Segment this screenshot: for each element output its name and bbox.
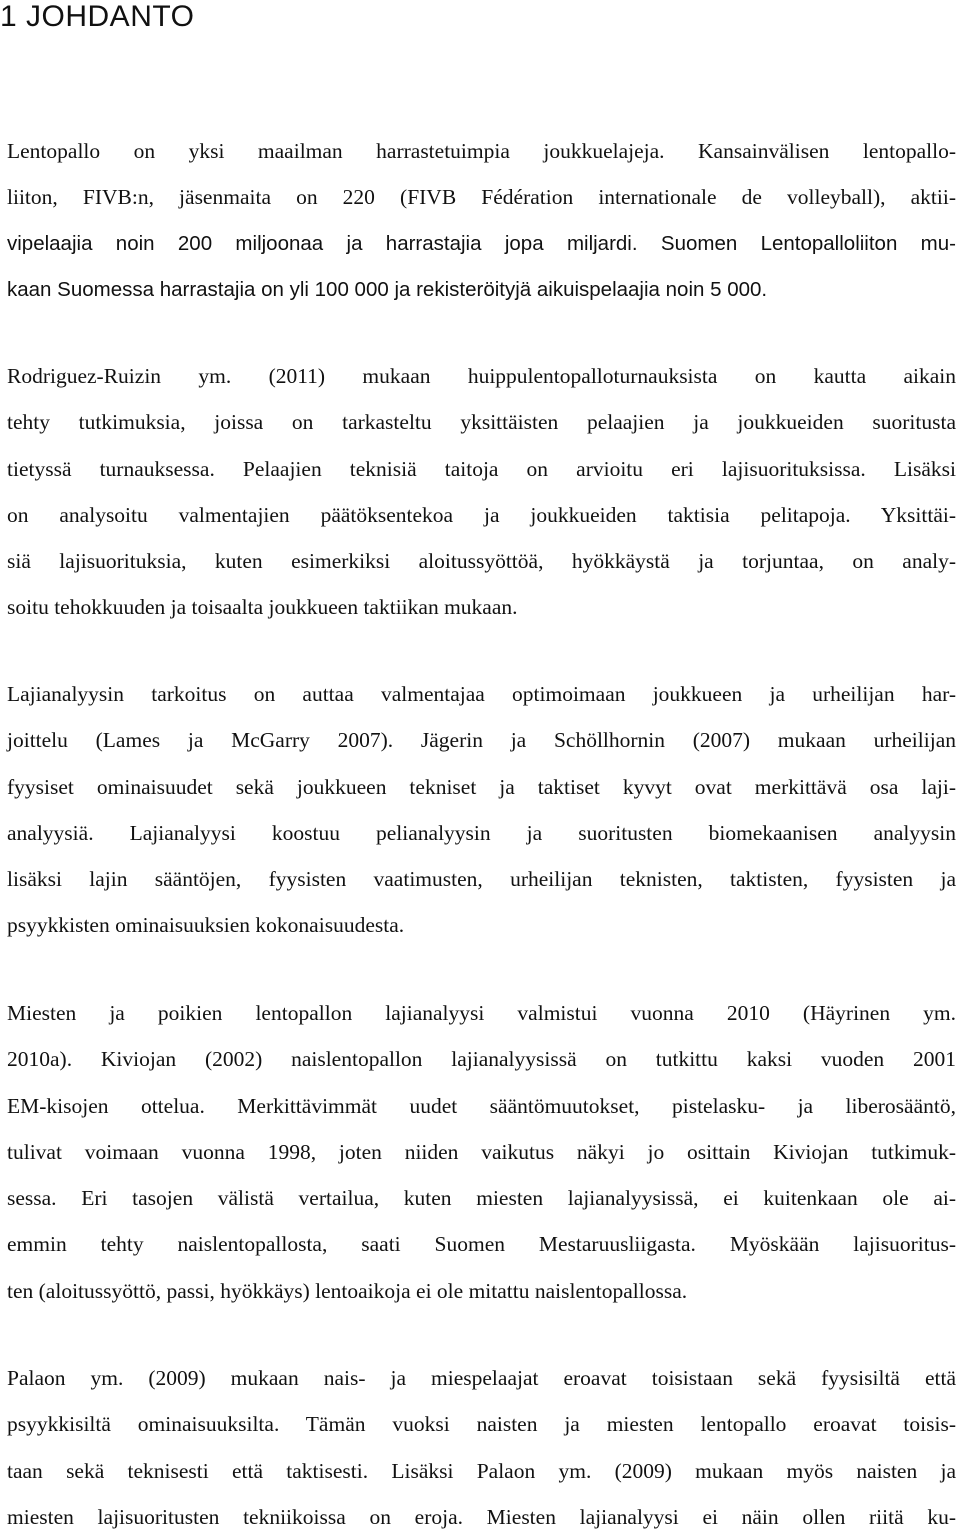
page-title: 1 JOHDANTO [0,0,195,33]
paragraph-2 [7,353,956,631]
text-line: liiton, FIVB:n, jäsenmaita on 220 (FIVB Fédération internationale de volleyball), aktii- [7,185,956,210]
text-line: lisäksi lajin sääntöjen, fyysisten vaatimusten, urheilijan teknisten, taktisten, fyysisten ja [7,867,956,892]
text-line: joittelu (Lames ja McGarry 2007). Jägerin ja Schöllhornin (2007) mukaan urheilijan [7,728,956,753]
text-line: taan sekä teknisesti että taktisesti. Lisäksi Palaon ym. (2009) mukaan myös naisten ja [7,1458,956,1483]
text-line: emmin tehty naislentopallosta, saati Suomen Mestaruusliigasta. Myöskään lajisuoritus- [7,1232,956,1257]
text-line: ten (aloitussyöttö, passi, hyökkäys) lentoaikoja ei ole mitattu naislentopallossa. [7,1278,688,1303]
text-line: Palaon ym. (2009) mukaan nais- ja miespelaajat eroavat toisistaan sekä fyysisiltä että [7,1366,956,1390]
text-line: kaan Suomessa harrastajia on yli 100 000 ja rekisteröityjä aikuispelaajia noin 5 000. [7,277,768,301]
text-line: tietyssä turnauksessa. Pelaajien teknisiä taitoja on arvioitu eri lajisuorituksissa. Lisäksi [7,456,956,481]
text-line: tulivat voimaan vuonna 1998, joten niiden vaikutus näkyi jo osittain Kiviojan tutkimuk- [7,1139,956,1164]
text-line: analyysiä. Lajianalyysi koostuu pelianalyysin ja suoritusten biomekaanisen analyysin [7,820,956,845]
text-line: vipelaajia noin 200 miljoonaa ja harrastajia jopa miljardi. Suomen Lentopalloliiton mu- [7,231,956,255]
text-line: Lajianalyysin tarkoitus on auttaa valmentajaa optimoimaan joukkueen ja urheilijan har- [7,682,956,706]
paragraph-3 [7,671,956,949]
paragraph-5 [7,1355,956,1540]
text-line: 2010a). Kiviojan (2002) naislentopallon lajianalyysissä on tutkittu kaksi vuoden 2001 [7,1047,956,1072]
text-line: tehty tutkimuksia, joissa on tarkasteltu yksittäisten pelaajien ja joukkueiden suoritusta [7,410,956,435]
text-line: soitu tehokkuuden ja toisaalta joukkueen taktiikan mukaan. [7,595,518,620]
text-line: miesten lajisuoritusten tekniikoissa on eroja. Miesten lajianalyysi ei näin ollen riitä ku- [7,1504,956,1529]
text-line: Miesten ja poikien lentopallon lajianalyysi valmistui vuonna 2010 (Häyrinen ym. [7,1001,956,1025]
paragraph-1 [7,128,956,313]
text-line: Rodriguez-Ruizin ym. (2011) mukaan huippulentopalloturnauksista on kautta aikain [7,364,956,388]
text-line: siä lajisuorituksia, kuten esimerkiksi aloitussyöttöä, hyökkäystä ja torjuntaa, on analy- [7,549,956,574]
text-line: psyykkisiltä ominaisuuksilta. Tämän vuoksi naisten ja miesten lentopallo eroavat toisis- [7,1412,956,1437]
paragraph-4 [7,990,956,1314]
text-line: EM-kisojen ottelua. Merkittävimmät uudet sääntömuutokset, pistelasku- ja liberosääntö, [7,1093,956,1118]
text-line: fyysiset ominaisuudet sekä joukkueen tekniset ja taktiset kyvyt ovat merkittävä osa laji- [7,774,956,799]
text-line: Lentopallo on yksi maailman harrastetuimpia joukkuelajeja. Kansainvälisen lentopallo- [7,139,956,163]
text-line: sessa. Eri tasojen välistä vertailua, kuten miesten lajianalyysissä, ei kuitenkaan ole ai- [7,1186,956,1211]
text-line: on analysoitu valmentajien päätöksentekoa ja joukkueiden taktisia pelitapoja. Yksittäi- [7,502,956,527]
text-line: psyykkisten ominaisuuksien kokonaisuudesta. [7,913,405,938]
